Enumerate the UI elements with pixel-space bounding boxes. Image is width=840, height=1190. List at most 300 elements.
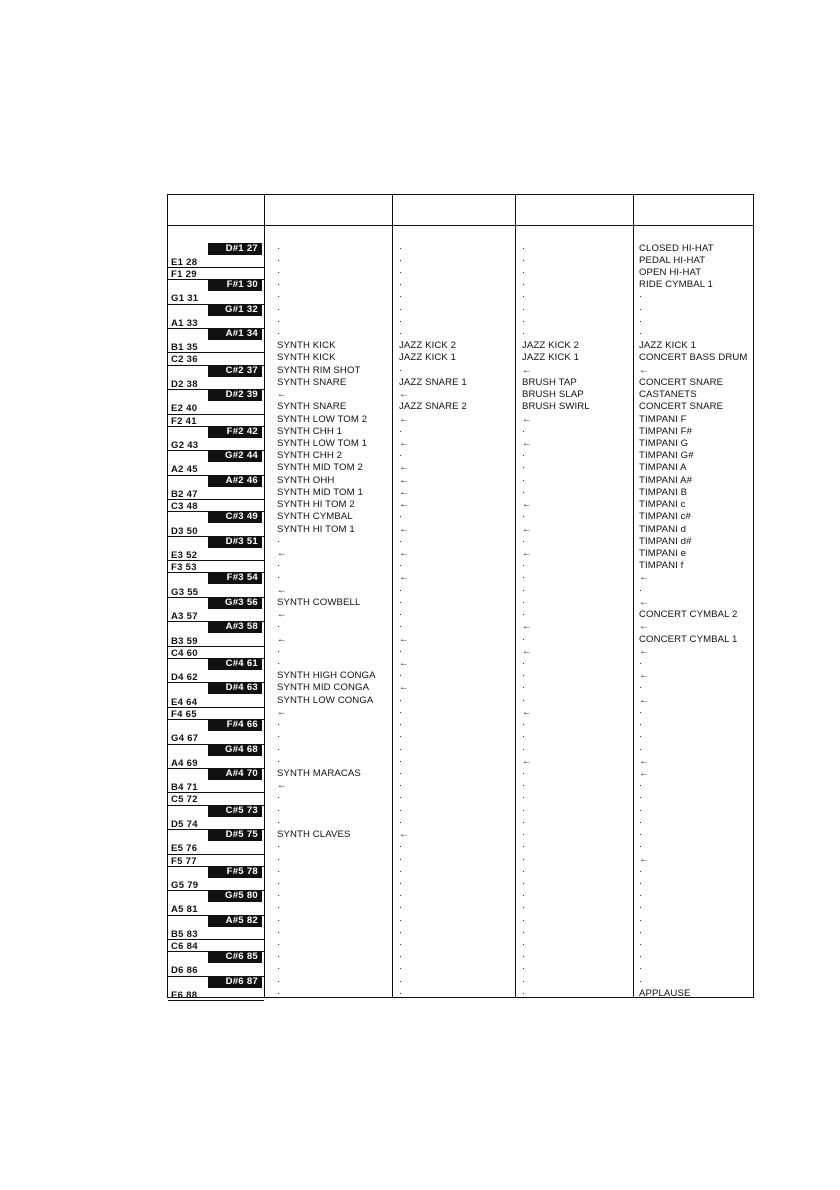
- sound-cell-col2: ·: [399, 584, 403, 596]
- white-key-label: B3 59: [171, 635, 198, 647]
- sound-cell-col4: ·: [639, 731, 643, 743]
- table-row: [168, 658, 753, 670]
- white-key-label: E4 64: [171, 696, 198, 708]
- sound-cell-col4: ·: [639, 291, 643, 303]
- sound-cell-col4: ·: [639, 926, 643, 938]
- sound-cell-col3: ·: [522, 841, 526, 853]
- sound-cell-col2: ·: [399, 792, 403, 804]
- sound-cell-col1: ·: [277, 902, 281, 914]
- sound-cell-col4: TIMPANI c#: [639, 511, 691, 523]
- sound-cell-col3: ·: [522, 890, 526, 902]
- white-key-label: A4 69: [171, 757, 198, 769]
- sound-cell-col1: ·: [277, 328, 281, 340]
- sound-cell-col4: ·: [639, 865, 643, 877]
- white-key-label: C3 48: [171, 501, 198, 513]
- sound-cell-col3: ·: [522, 572, 526, 584]
- sound-cell-col3: ·: [522, 987, 526, 999]
- sound-cell-col1: SYNTH LOW TOM 2: [277, 413, 368, 425]
- sound-cell-col1: SYNTH SNARE: [277, 401, 347, 413]
- sound-cell-col3: ·: [522, 486, 526, 498]
- sound-cell-col3: ·: [522, 315, 526, 327]
- table-row: [168, 597, 753, 609]
- sound-cell-col2: JAZZ KICK 1: [399, 352, 457, 364]
- white-key-label: F5 77: [171, 855, 197, 867]
- sound-cell-col4: TIMPANI d: [639, 523, 687, 535]
- sound-cell-col3: ·: [522, 804, 526, 816]
- sound-cell-col3: ←: [522, 621, 532, 633]
- sound-cell-col2: ·: [399, 865, 403, 877]
- sound-cell-col4: ·: [639, 951, 643, 963]
- sound-cell-col1: ·: [277, 743, 281, 755]
- white-key-label: A3 57: [171, 611, 198, 623]
- white-key-label: B2 47: [171, 488, 198, 500]
- sound-cell-col3: JAZZ KICK 1: [522, 352, 580, 364]
- sound-cell-col3: ←: [522, 755, 532, 767]
- sound-cell-col4: TIMPANI d#: [639, 535, 692, 547]
- sound-cell-col1: SYNTH MID CONGA: [277, 682, 370, 694]
- white-key-label: C5 72: [171, 794, 198, 806]
- sound-cell-col4: APPLAUSE: [639, 987, 691, 999]
- sound-cell-col2: JAZZ SNARE 1: [399, 376, 467, 388]
- sound-cell-col2: ·: [399, 853, 403, 865]
- sound-cell-col1: SYNTH CHH 2: [277, 450, 343, 462]
- white-key-label: A5 81: [171, 904, 198, 916]
- table-row: [168, 365, 753, 377]
- table-row: [168, 682, 753, 694]
- sound-cell-col2: ←: [399, 523, 409, 535]
- white-key-label: F4 65: [171, 708, 197, 720]
- sound-cell-col1: SYNTH CLAVES: [277, 829, 351, 841]
- sound-cell-col3: ·: [522, 633, 526, 645]
- white-key-label: E5 76: [171, 843, 198, 855]
- sound-cell-col2: ←: [399, 389, 409, 401]
- sound-cell-col3: ·: [522, 670, 526, 682]
- sound-cell-col3: ·: [522, 266, 526, 278]
- sound-cell-col2: ·: [399, 816, 403, 828]
- sound-cell-col3: ·: [522, 719, 526, 731]
- black-key-label: A#2 46: [208, 475, 262, 487]
- table-row: [168, 340, 753, 352]
- sound-cell-col4: ·: [639, 829, 643, 841]
- sound-cell-col4: CONCERT CYMBAL 1: [639, 633, 738, 645]
- sound-cell-col4: TIMPANI G: [639, 438, 689, 450]
- sound-cell-col3: ←: [522, 438, 532, 450]
- sound-cell-col4: ·: [639, 914, 643, 926]
- sound-cell-col2: JAZZ SNARE 2: [399, 401, 467, 413]
- white-key-label: E2 40: [171, 403, 198, 415]
- sound-cell-col3: ·: [522, 694, 526, 706]
- sound-cell-col2: ←: [399, 462, 409, 474]
- sound-cell-col1: ·: [277, 731, 281, 743]
- table-row: [168, 487, 753, 499]
- sound-cell-col4: ·: [639, 706, 643, 718]
- sound-cell-col1: ·: [277, 755, 281, 767]
- table-row: [168, 438, 753, 450]
- sound-cell-col2: ·: [399, 902, 403, 914]
- sound-cell-col1: SYNTH RIM SHOT: [277, 364, 361, 376]
- white-key-label: D6 86: [171, 965, 198, 977]
- sound-cell-col1: ·: [277, 254, 281, 266]
- sound-cell-col1: ←: [277, 548, 287, 559]
- table-row: [168, 352, 753, 364]
- sound-cell-col4: TIMPANI F: [639, 413, 687, 425]
- sound-cell-col2: ·: [399, 804, 403, 816]
- table-row: [168, 328, 753, 340]
- sound-cell-col4: ·: [639, 890, 643, 902]
- sound-cell-col3: ·: [522, 242, 526, 254]
- table-row: [168, 866, 753, 878]
- sound-cell-col4: CONCERT BASS DRUM: [639, 352, 748, 364]
- sound-cell-col1: SYNTH MID TOM 2: [277, 462, 363, 474]
- sound-cell-col1: SYNTH MID TOM 1: [277, 486, 363, 498]
- white-key-label: A1 33: [171, 317, 198, 329]
- sound-cell-col1: SYNTH HIGH CONGA: [277, 670, 376, 682]
- sound-cell-col4: ←: [639, 596, 649, 608]
- black-key-label: G#4 68: [208, 744, 262, 756]
- sound-cell-col3: BRUSH SWIRL: [522, 401, 590, 413]
- sound-cell-col1: ·: [277, 865, 281, 877]
- sound-cell-col3: ·: [522, 963, 526, 975]
- white-key-label: G3 55: [171, 586, 199, 598]
- sound-cell-col4: ·: [639, 780, 643, 792]
- table-row: [168, 291, 753, 303]
- sound-cell-col4: ·: [639, 939, 643, 951]
- sound-cell-col2: JAZZ KICK 2: [399, 340, 457, 352]
- sound-cell-col2: ·: [399, 670, 403, 682]
- sound-cell-col1: SYNTH KICK: [277, 352, 336, 364]
- sound-cell-col2: ·: [399, 694, 403, 706]
- sound-cell-col4: TIMPANI f: [639, 560, 684, 572]
- table-row: [168, 988, 753, 1000]
- sound-cell-col1: ·: [277, 242, 281, 254]
- sound-cell-col3: ·: [522, 743, 526, 755]
- sound-cell-col4: ·: [639, 877, 643, 889]
- sound-cell-col4: ←: [639, 767, 649, 779]
- sound-cell-col4: ·: [639, 682, 643, 694]
- sound-cell-col4: ·: [639, 841, 643, 853]
- black-key-label: G#2 44: [208, 450, 262, 462]
- sound-cell-col2: ·: [399, 364, 403, 376]
- sound-cell-col1: ·: [277, 560, 281, 572]
- sound-cell-col3: ·: [522, 279, 526, 291]
- sound-cell-col1: ·: [277, 535, 281, 547]
- sound-cell-col2: ·: [399, 780, 403, 792]
- black-key-label: F#2 42: [208, 426, 262, 438]
- sound-cell-col3: ·: [522, 657, 526, 669]
- sound-cell-col1: ·: [277, 657, 281, 669]
- table-row: [168, 255, 753, 267]
- sound-cell-col3: ·: [522, 560, 526, 572]
- sound-cell-col2: ·: [399, 328, 403, 340]
- sound-cell-col4: OPEN HI-HAT: [639, 266, 702, 278]
- sound-cell-col3: ·: [522, 767, 526, 779]
- sound-cell-col4: ·: [639, 303, 643, 315]
- sound-cell-col3: BRUSH TAP: [522, 376, 577, 388]
- sound-cell-col2: ·: [399, 963, 403, 975]
- sound-cell-col4: ·: [639, 804, 643, 816]
- sound-cell-col2: ·: [399, 450, 403, 462]
- sound-cell-col3: ·: [522, 853, 526, 865]
- table-row: [168, 401, 753, 413]
- table-row: [168, 560, 753, 572]
- sound-cell-col3: ·: [522, 865, 526, 877]
- sound-cell-col3: ·: [522, 939, 526, 951]
- black-key-label: A#1 34: [208, 328, 262, 340]
- sound-cell-col1: ·: [277, 914, 281, 926]
- table-row: [168, 572, 753, 584]
- drum-map-table: [167, 194, 754, 1001]
- sound-cell-col1: ←: [277, 609, 287, 621]
- sound-cell-col4: ·: [639, 963, 643, 975]
- key-separator: [168, 1000, 264, 1001]
- sound-cell-col1: ·: [277, 975, 281, 987]
- sound-cell-col4: TIMPANI F#: [639, 425, 693, 437]
- table-row: [168, 524, 753, 536]
- sound-cell-col3: ←: [522, 523, 532, 535]
- sound-cell-col3: ·: [522, 450, 526, 462]
- sound-cell-col3: ·: [522, 596, 526, 608]
- table-row: [168, 768, 753, 780]
- table-row: [168, 731, 753, 743]
- table-row: [168, 536, 753, 548]
- sound-cell-col1: ←: [277, 706, 287, 718]
- sound-cell-col4: ·: [639, 816, 643, 828]
- table-row: [168, 462, 753, 474]
- black-key-label: A#5 82: [208, 915, 262, 927]
- sound-cell-col4: CONCERT CYMBAL 2: [639, 609, 738, 621]
- sound-cell-col4: PEDAL HI-HAT: [639, 254, 706, 266]
- sound-cell-col3: ←: [522, 706, 532, 718]
- table-row: [168, 450, 753, 462]
- sound-cell-col4: RIDE CYMBAL 1: [639, 279, 713, 291]
- sound-cell-col2: ←: [399, 682, 409, 694]
- white-key-label: E3 52: [171, 550, 198, 561]
- sound-cell-col1: SYNTH CHH 1: [277, 425, 343, 437]
- sound-cell-col1: SYNTH COWBELL: [277, 596, 361, 608]
- sound-cell-col3: ·: [522, 877, 526, 889]
- sound-cell-col1: SYNTH SNARE: [277, 376, 347, 388]
- sound-cell-col4: TIMPANI A: [639, 462, 687, 474]
- sound-cell-col4: ·: [639, 315, 643, 327]
- table-row: [168, 414, 753, 426]
- table-row: [168, 609, 753, 621]
- white-key-label: A2 45: [171, 464, 198, 476]
- sound-cell-col2: ·: [399, 254, 403, 266]
- sound-cell-col4: ←: [639, 670, 649, 682]
- sound-cell-col2: ·: [399, 719, 403, 731]
- sound-cell-col3: ·: [522, 731, 526, 743]
- table-row: [168, 267, 753, 279]
- sound-cell-col1: ←: [277, 633, 287, 645]
- white-key-label: G5 79: [171, 879, 199, 891]
- table-row: [168, 927, 753, 939]
- sound-cell-col2: ←: [399, 657, 409, 669]
- sound-cell-col3: ·: [522, 462, 526, 474]
- black-key-label: C#2 37: [208, 365, 262, 377]
- sound-cell-col2: ←: [399, 486, 409, 498]
- sound-cell-col2: ·: [399, 266, 403, 278]
- white-key-label: D5 74: [171, 818, 198, 830]
- white-key-label: D2 38: [171, 378, 198, 390]
- sound-cell-col1: ·: [277, 877, 281, 889]
- table-row: [168, 792, 753, 804]
- sound-cell-col3: ·: [522, 682, 526, 694]
- sound-cell-col3: JAZZ KICK 2: [522, 340, 580, 352]
- table-row: [168, 902, 753, 914]
- black-key-label: F#5 78: [208, 866, 262, 878]
- sound-cell-col1: SYNTH HI TOM 1: [277, 523, 355, 535]
- sound-cell-col1: ←: [277, 780, 287, 792]
- sound-cell-col1: SYNTH KICK: [277, 340, 336, 352]
- sound-cell-col3: ←: [522, 364, 532, 376]
- sound-cell-col1: ·: [277, 645, 281, 657]
- sound-cell-col2: ·: [399, 767, 403, 779]
- sound-cell-col4: ·: [639, 902, 643, 914]
- sound-cell-col2: ←: [399, 499, 409, 511]
- sound-cell-col2: ·: [399, 560, 403, 572]
- table-row: [168, 646, 753, 658]
- sound-cell-col2: ←: [399, 548, 409, 559]
- black-key-label: F#3 54: [208, 572, 262, 584]
- black-key-label: F#4 66: [208, 719, 262, 731]
- table-row: [168, 976, 753, 988]
- sound-cell-col3: ·: [522, 926, 526, 938]
- white-key-label: D4 62: [171, 672, 198, 684]
- table-row: [168, 634, 753, 646]
- sound-cell-col4: ·: [639, 743, 643, 755]
- sound-cell-col2: ·: [399, 951, 403, 963]
- table-row: [168, 817, 753, 829]
- black-key-label: A#3 58: [208, 621, 262, 633]
- sound-cell-col2: ←: [399, 413, 409, 425]
- sound-cell-col1: ·: [277, 719, 281, 731]
- sound-cell-col4: ←: [639, 853, 649, 865]
- black-key-label: C#3 49: [208, 511, 262, 523]
- table-row: [168, 854, 753, 866]
- sound-cell-col4: ·: [639, 328, 643, 340]
- table-row: [168, 585, 753, 597]
- sound-cell-col2: ←: [399, 829, 409, 841]
- black-key-label: A#4 70: [208, 768, 262, 780]
- table-row: [168, 426, 753, 438]
- white-key-label: D3 50: [171, 525, 198, 537]
- sound-cell-col1: ·: [277, 926, 281, 938]
- sound-cell-col4: ·: [639, 975, 643, 987]
- sound-cell-col3: ·: [522, 254, 526, 266]
- sound-cell-col3: ←: [522, 645, 532, 657]
- table-row: [168, 780, 753, 792]
- sound-cell-col2: ·: [399, 877, 403, 889]
- sound-cell-col3: ·: [522, 951, 526, 963]
- black-key-label: G#1 32: [208, 304, 262, 316]
- sound-cell-col1: SYNTH LOW TOM 1: [277, 438, 368, 450]
- white-key-label: C2 36: [171, 354, 198, 366]
- white-key-label: F2 41: [171, 415, 197, 427]
- sound-cell-col2: ·: [399, 706, 403, 718]
- sound-cell-col2: ·: [399, 535, 403, 547]
- sound-cell-col3: ←: [522, 548, 532, 559]
- white-key-label: C6 84: [171, 941, 198, 953]
- white-key-label: G1 31: [171, 293, 199, 305]
- table-row: [168, 243, 753, 255]
- sound-cell-col3: ·: [522, 328, 526, 340]
- sound-cell-col3: ·: [522, 816, 526, 828]
- sound-cell-col1: SYNTH MARACAS: [277, 767, 361, 779]
- sound-cell-col4: CONCERT SNARE: [639, 401, 724, 413]
- black-key-label: F#1 30: [208, 279, 262, 291]
- sound-cell-col2: ·: [399, 743, 403, 755]
- white-key-label: F3 53: [171, 562, 197, 574]
- sound-cell-col2: ·: [399, 291, 403, 303]
- table-row: [168, 389, 753, 401]
- sound-cell-col2: ·: [399, 242, 403, 254]
- sound-cell-col3: ·: [522, 829, 526, 841]
- table-row: [168, 951, 753, 963]
- table-row: [168, 805, 753, 817]
- table-row: [168, 499, 753, 511]
- sound-cell-col1: SYNTH LOW CONGA: [277, 694, 374, 706]
- table-row: [168, 744, 753, 756]
- white-key-label: E1 28: [171, 256, 198, 268]
- sound-cell-col1: ·: [277, 963, 281, 975]
- sound-cell-col3: ·: [522, 902, 526, 914]
- sound-cell-col1: ·: [277, 621, 281, 633]
- sound-cell-col2: ·: [399, 975, 403, 987]
- table-row: [168, 621, 753, 633]
- sound-cell-col3: ·: [522, 584, 526, 596]
- black-key-label: D#4 63: [208, 682, 262, 694]
- sound-cell-col2: ·: [399, 303, 403, 315]
- table-row: [168, 475, 753, 487]
- sound-cell-col2: ·: [399, 596, 403, 608]
- white-key-label: E6 88: [171, 989, 198, 1001]
- white-key-label: F1 29: [171, 268, 197, 280]
- sound-cell-col1: SYNTH HI TOM 2: [277, 499, 355, 511]
- sound-cell-col4: TIMPANI c: [639, 499, 686, 511]
- black-key-label: C#4 61: [208, 658, 262, 670]
- black-key-label: D#3 51: [208, 536, 262, 548]
- sound-cell-col3: ·: [522, 303, 526, 315]
- table-row: [168, 915, 753, 927]
- sound-cell-col4: ·: [639, 792, 643, 804]
- sound-cell-col2: ←: [399, 474, 409, 486]
- table-row: [168, 829, 753, 841]
- sound-cell-col2: ·: [399, 890, 403, 902]
- sound-cell-col1: ·: [277, 572, 281, 584]
- black-key-label: C#5 73: [208, 805, 262, 817]
- sound-cell-col2: ·: [399, 511, 403, 523]
- sound-cell-col2: ←: [399, 633, 409, 645]
- table-row: [168, 939, 753, 951]
- black-key-label: D#5 75: [208, 829, 262, 841]
- white-key-label: G4 67: [171, 733, 199, 745]
- table-row: [168, 890, 753, 902]
- sound-cell-col1: ·: [277, 841, 281, 853]
- table-row: [168, 841, 753, 853]
- table-row: [168, 963, 753, 975]
- white-key-label: G2 43: [171, 440, 199, 452]
- table-row: [168, 695, 753, 707]
- table-row: [168, 279, 753, 291]
- sound-cell-col1: ·: [277, 315, 281, 327]
- sound-cell-col3: ·: [522, 914, 526, 926]
- sound-cell-col2: ·: [399, 315, 403, 327]
- sound-cell-col3: BRUSH SLAP: [522, 389, 584, 401]
- sound-cell-col4: ←: [639, 694, 649, 706]
- black-key-label: G#3 56: [208, 597, 262, 609]
- sound-cell-col4: ←: [639, 645, 649, 657]
- sound-cell-col1: ·: [277, 291, 281, 303]
